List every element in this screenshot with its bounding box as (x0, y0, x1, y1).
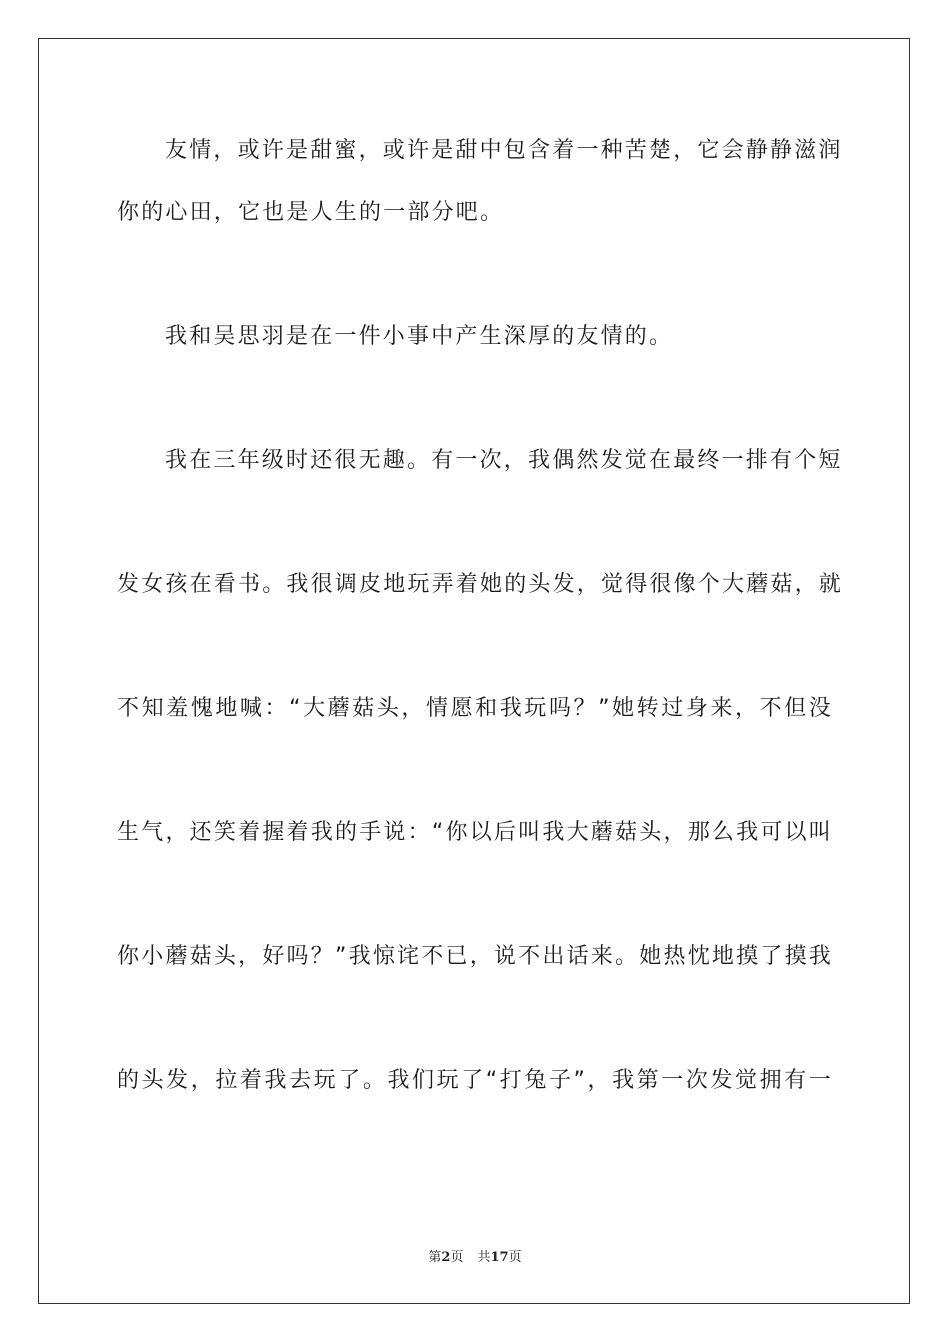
footer-total-prefix: 共 (477, 1250, 491, 1265)
footer-prefix: 第 (428, 1250, 442, 1265)
paragraph-spacer (117, 368, 833, 430)
paragraph-3-line-1: 我在三年级时还很无趣。有一次，我偶然发觉在最终一排有个短 (165, 448, 843, 473)
document-body (117, 120, 844, 1112)
paragraph-3-line-2: 发女孩在看书。我很调皮地玩弄着她的头发，觉得很像个大蘑菇，就 (117, 572, 844, 597)
footer-page-word: 页 (450, 1250, 464, 1265)
footer-current-page: 2 (441, 1250, 451, 1265)
paragraph-spacer (117, 244, 833, 306)
paragraph-spacer (117, 864, 833, 926)
footer-total-suffix: 页 (508, 1250, 522, 1265)
paragraph-spacer (117, 492, 833, 554)
paragraph-3-line-4: 生气，还笑着握着我的手说：“你以后叫我大蘑菇头，那么我可以叫 (117, 820, 833, 845)
paragraph-1-line-2: 你的心田，它也是人生的一部分吧。 (117, 200, 505, 225)
paragraph-spacer (117, 740, 833, 802)
paragraph-3-line-3: 不知羞愧地喊：“大蘑菇头，情愿和我玩吗？”她转过身来，不但没 (117, 696, 833, 721)
paragraph-spacer (117, 988, 833, 1050)
footer-total-pages: 17 (490, 1250, 509, 1265)
paragraph-3-line-6: 的头发，拉着我去玩了。我们玩了“打兔子”，我第一次发觉拥有一 (117, 1068, 833, 1093)
page-footer (0, 1246, 950, 1265)
paragraph-spacer (117, 616, 833, 678)
paragraph-3-line-5: 你小蘑菇头，好吗？”我惊诧不已，说不出话来。她热忱地摸了摸我 (117, 944, 833, 969)
paragraph-1-line-1: 友情，或许是甜蜜，或许是甜中包含着一种苦楚，它会静静滋润 (165, 138, 843, 163)
paragraph-2-line-1: 我和吴思羽是在一件小事中产生深厚的友情的。 (165, 324, 674, 349)
